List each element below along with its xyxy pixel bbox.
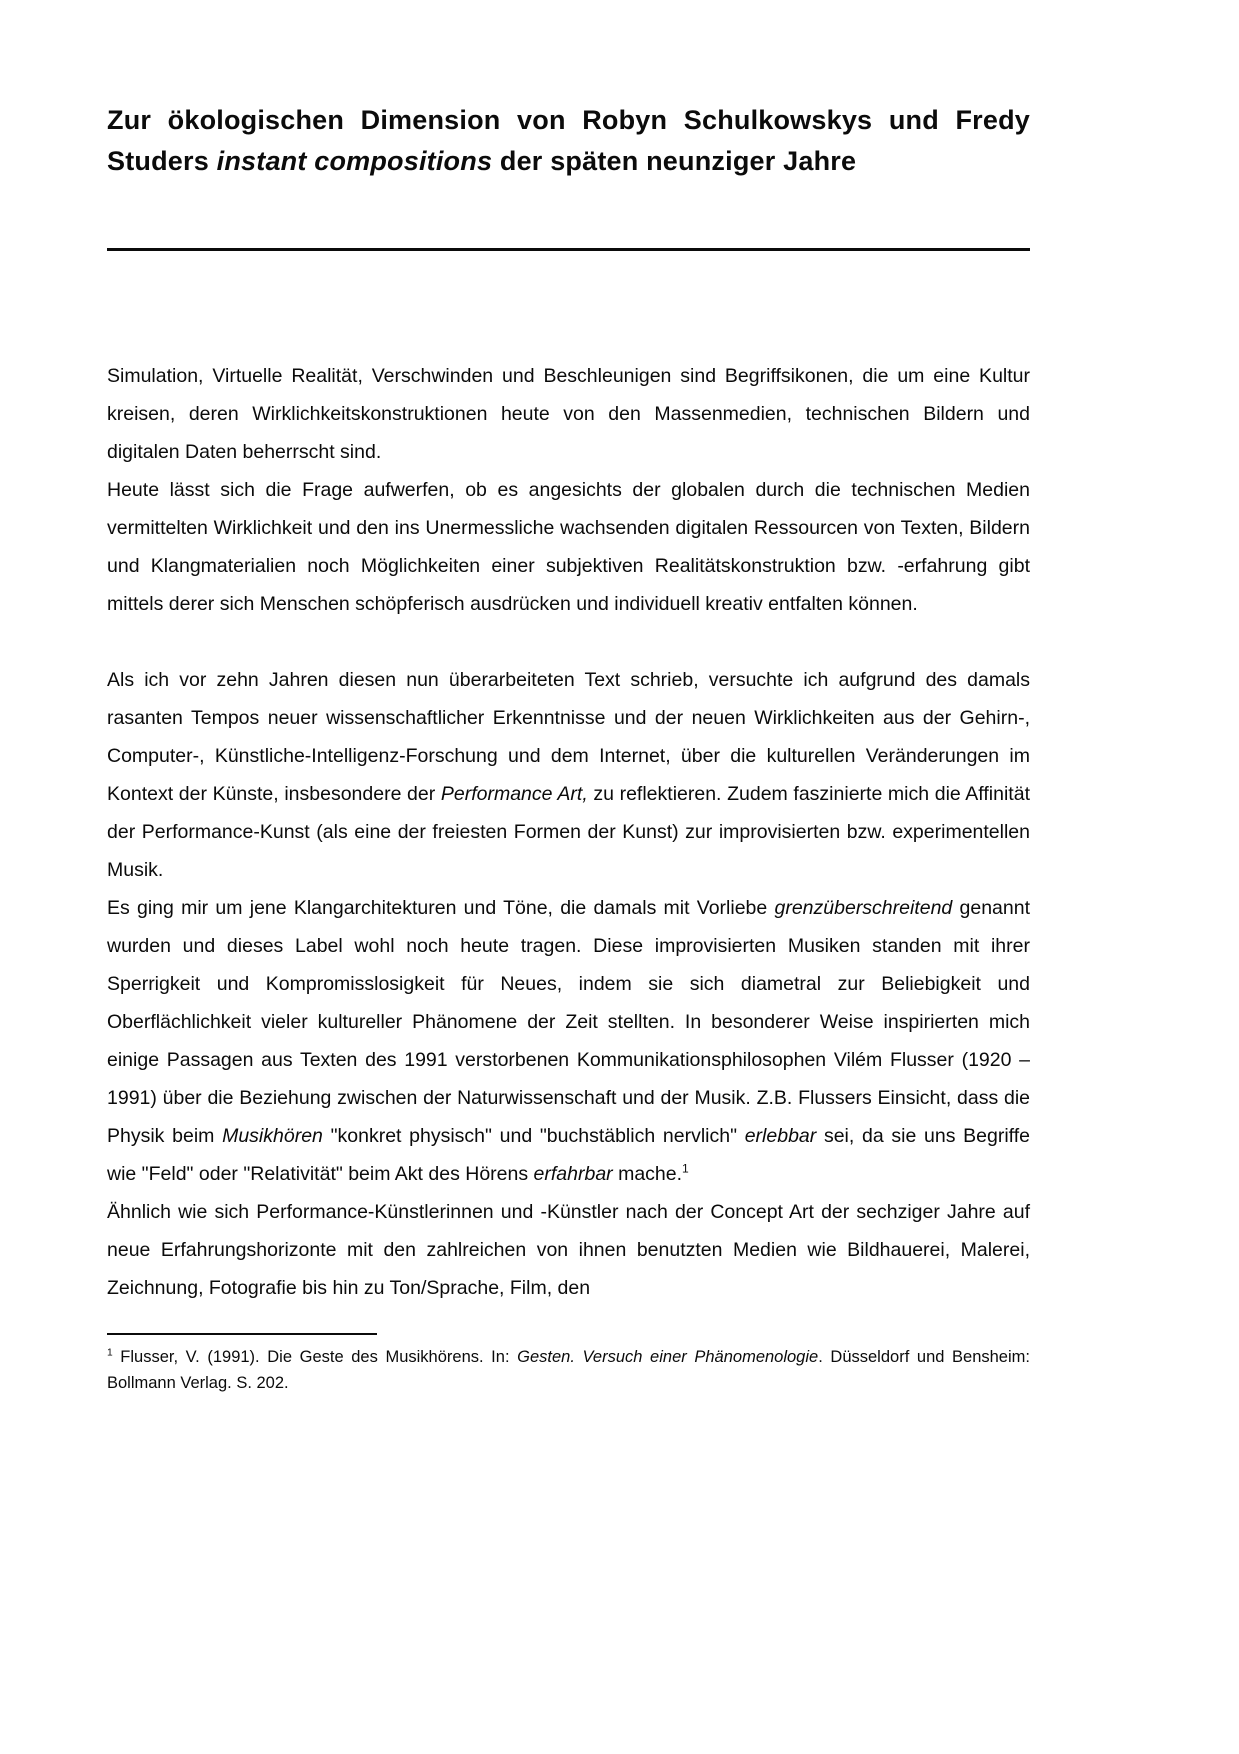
text-run: zu reflektieren. Zudem faszinierte mich die Affinität der Performance-Kunst (als eine der freiesten Formen der Kunst) zur improvisierten bzw. experimentellen Musik. [107, 783, 1030, 881]
text-run: "konkret physisch" und "buchstäblich nervlich" [322, 1125, 745, 1147]
paragraph [107, 661, 1030, 889]
paragraph [107, 1193, 1030, 1307]
text-run: mache. [612, 1163, 683, 1185]
text-run: Zur ökologischen Dimension von Robyn Schulkowskys und Fredy Studers [107, 105, 1030, 176]
paragraph [107, 889, 1030, 1193]
text-run: Gesten. Versuch einer Phänomenologie [517, 1348, 819, 1366]
text-run: der späten neunziger Jahre [492, 146, 857, 176]
footnote-marker: 1 [107, 1347, 113, 1359]
text-run: grenzüberschreitend [774, 897, 953, 919]
text-run: erlebbar [744, 1125, 817, 1147]
footnote-divider [107, 1333, 377, 1335]
text-run: Ähnlich wie sich Performance-Künstlerinnen und -Künstler nach der Concept Art der sechziger Jahre auf neue Erfahrungshorizonte mit den zahlreichen von ihnen benutzten Medien wie Bildhauerei, Malerei, Zeichnung, Fotografie bis hin zu Ton/Sprache, Film, den [107, 1201, 1030, 1299]
text-run: Musikhören [222, 1125, 323, 1147]
text-run: genannt wurden und dieses Label wohl noch heute tragen. Diese improvisierten Musiken standen mit ihrer Sperrigkeit und Kompromisslosigkeit für Neues, indem sie sich diametral zur Beliebigkeit und Oberflächlichkeit vieler kultureller Phänomene der Zeit stellten. In besonderer Weise inspirierten mich einige Passagen aus Texten des 1991 verstorbenen Kommunikationsphilosophen Vilém Flusser (1920 – 1991) über die Beziehung zwischen der Naturwissenschaft und der Musik. Z.B. Flussers Einsicht, dass die Physik beim [107, 897, 1031, 1147]
text-run: Simulation, Virtuelle Realität, Verschwinden und Beschleunigen sind Begriffsikonen, die um eine Kultur kreisen, deren Wirklichkeitskonstruktionen heute von den Massenmedien, technischen Bildern und digitalen Daten beherrscht sind. [107, 365, 1030, 463]
text-run: erfahrbar [533, 1163, 613, 1185]
text-run: Performance Art, [440, 783, 588, 805]
title-divider [107, 248, 1030, 251]
body-paragraphs [107, 357, 1030, 1307]
text-run: Es ging mir um jene Klangarchitekturen und Töne, die damals mit Vorliebe [107, 897, 775, 919]
text-run: sei, da sie uns Begriffe wie "Feld" oder "Relativität" beim Akt des Hörens [107, 1125, 1030, 1185]
page-title [107, 100, 1030, 182]
text-run: instant compositions [216, 146, 493, 176]
footnote-marker: 1 [682, 1161, 689, 1176]
text-run: . Düsseldorf und Bensheim: Bollmann Verlag. S. 202. [107, 1348, 1030, 1392]
text-run: Flusser, V. (1991). Die Geste des Musikhörens. In: [112, 1348, 518, 1366]
paragraph [107, 357, 1030, 471]
footnote [107, 1344, 1030, 1396]
text-run: Heute lässt sich die Frage aufwerfen, ob es angesichts der globalen durch die technischen Medien vermittelten Wirklichkeit und den ins Unermessliche wachsenden digitalen Ressourcen von Texten, Bildern und Klangmaterialien noch Möglichkeiten einer subjektiven Realitätskonstruktion bzw. -erfahrung gibt mittels derer sich Menschen schöpferisch ausdrücken und individuell kreativ entfalten können. [107, 479, 1030, 615]
text-run: Als ich vor zehn Jahren diesen nun überarbeiteten Text schrieb, versuchte ich aufgrund des damals rasanten Tempos neuer wissenschaftlicher Erkenntnisse und der neuen Wirklichkeiten aus der Gehirn-, Computer-, Künstliche-Intelligenz-Forschung und dem Internet, über die kulturellen Veränderungen im Kontext der Künste, insbesondere der [107, 669, 1030, 805]
paragraph [107, 471, 1030, 623]
